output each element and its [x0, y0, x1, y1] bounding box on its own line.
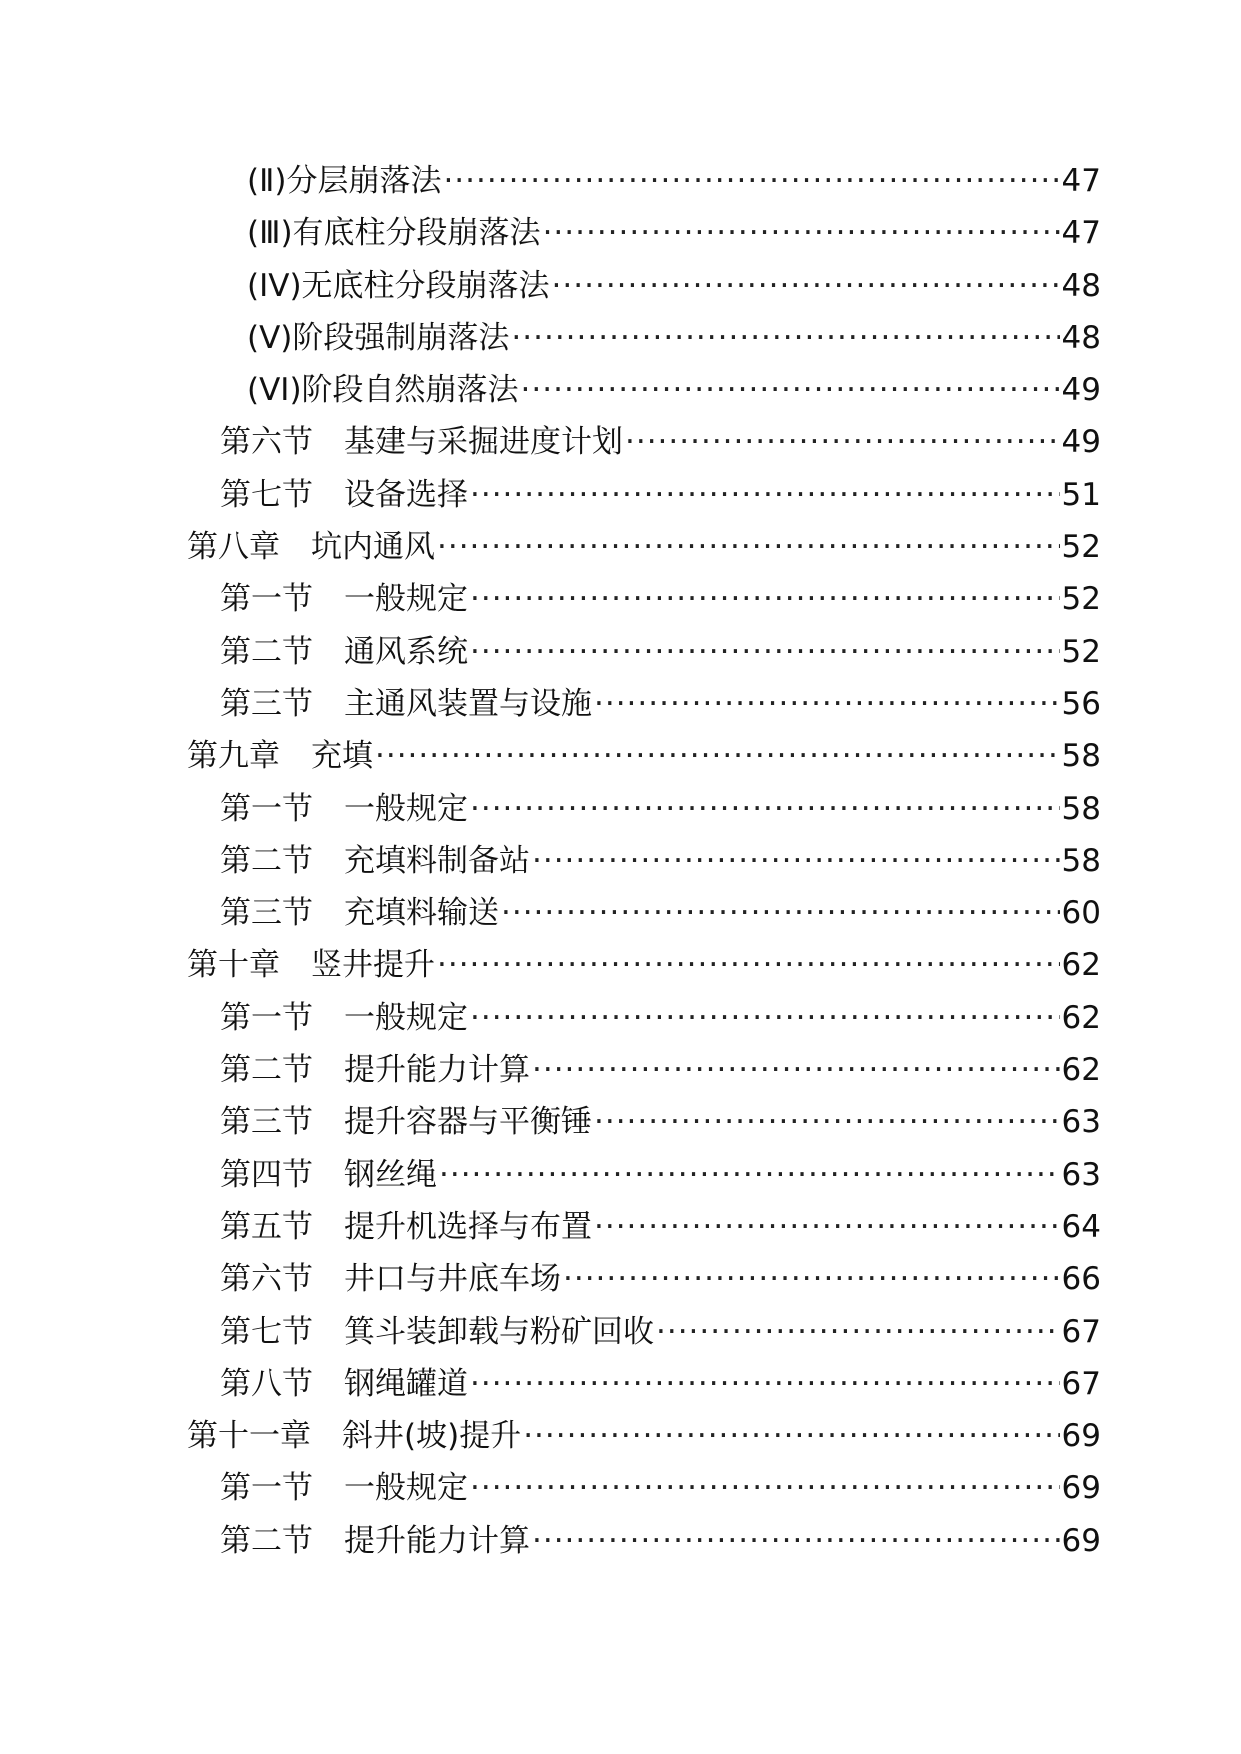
- toc-entry[interactable]: [187, 1149, 1101, 1201]
- toc-dot-leader: [532, 1515, 1060, 1567]
- toc-page-number: 67: [1061, 1365, 1101, 1402]
- toc-dot-leader: [470, 469, 1060, 521]
- toc-entry-title: 第七节 设备选择: [220, 476, 468, 513]
- toc-page-number: 52: [1061, 581, 1101, 618]
- toc-entry-title: 第八章 坑内通风: [187, 529, 435, 566]
- toc-entry-title: 第六节 井口与井底车场: [220, 1261, 561, 1298]
- toc-entry[interactable]: [187, 678, 1101, 730]
- toc-entry-title: (VI)阶段自然崩落法: [247, 372, 519, 409]
- toc-dot-leader: [501, 887, 1060, 939]
- toc-entry-title: 第六节 基建与采掘进度计划: [220, 424, 623, 461]
- table-of-contents: [187, 155, 1101, 1567]
- toc-entry-title: 第二节 提升能力计算: [220, 1052, 530, 1089]
- toc-entry-title: (Ⅲ)有底柱分段崩落法: [247, 215, 541, 252]
- toc-entry[interactable]: [187, 1515, 1101, 1567]
- toc-entry-title: 第五节 提升机选择与布置: [220, 1208, 592, 1245]
- toc-entry[interactable]: [187, 521, 1101, 573]
- toc-dot-leader: [470, 783, 1060, 835]
- toc-page-number: 66: [1061, 1261, 1101, 1298]
- toc-page-number: 47: [1061, 163, 1101, 199]
- toc-entry[interactable]: [187, 835, 1101, 887]
- toc-entry-title: 第七节 箕斗装卸载与粉矿回收: [220, 1313, 654, 1350]
- toc-page-number: 62: [1061, 947, 1101, 984]
- toc-entry[interactable]: [187, 573, 1101, 625]
- toc-entry[interactable]: [187, 626, 1101, 678]
- toc-page-number: 48: [1061, 319, 1101, 356]
- toc-entry-title: 第一节 一般规定: [220, 999, 468, 1036]
- toc-page-number: 69: [1061, 1522, 1101, 1559]
- toc-entry-title: 第三节 主通风装置与设施: [220, 685, 592, 722]
- toc-entry[interactable]: [187, 260, 1101, 312]
- toc-entry-title: 第二节 提升能力计算: [220, 1522, 530, 1559]
- toc-entry[interactable]: [187, 207, 1101, 259]
- toc-page-number: 62: [1061, 1052, 1101, 1089]
- toc-page-number: 58: [1061, 790, 1101, 827]
- toc-dot-leader: [470, 1462, 1060, 1514]
- toc-dot-leader: [594, 1096, 1060, 1148]
- toc-dot-leader: [532, 835, 1060, 887]
- toc-entry[interactable]: [187, 155, 1101, 207]
- toc-dot-leader: [532, 1044, 1060, 1096]
- toc-dot-leader: [552, 260, 1060, 312]
- toc-dot-leader: [563, 1253, 1060, 1305]
- toc-page-number: 49: [1061, 372, 1101, 409]
- toc-dot-leader: [521, 364, 1060, 416]
- toc-entry[interactable]: [187, 1253, 1101, 1305]
- toc-entry[interactable]: [187, 1462, 1101, 1514]
- toc-page-number: 67: [1061, 1313, 1101, 1350]
- toc-page-number: 62: [1061, 999, 1101, 1036]
- toc-dot-leader: [470, 992, 1060, 1044]
- toc-page-number: 69: [1061, 1418, 1101, 1455]
- toc-dot-leader: [443, 155, 1059, 207]
- toc-dot-leader: [437, 939, 1060, 991]
- toc-entry-title: 第四节 钢丝绳: [220, 1156, 437, 1193]
- toc-entry-title: (Ⅴ)阶段强制崩落法: [247, 319, 510, 356]
- toc-page-number: 47: [1061, 215, 1101, 252]
- toc-entry[interactable]: [187, 364, 1101, 416]
- toc-page-number: 49: [1061, 424, 1101, 461]
- toc-entry[interactable]: [187, 469, 1101, 521]
- toc-page-number: 56: [1061, 685, 1101, 722]
- toc-page-number: 48: [1061, 267, 1101, 304]
- toc-page-number: 52: [1061, 633, 1101, 670]
- toc-entry-title: 第三节 充填料输送: [220, 895, 499, 932]
- toc-entry[interactable]: [187, 783, 1101, 835]
- toc-entry-title: 第八节 钢绳罐道: [220, 1365, 468, 1402]
- toc-dot-leader: [470, 573, 1060, 625]
- toc-page-number: 52: [1061, 529, 1101, 566]
- toc-entry[interactable]: [187, 1358, 1101, 1410]
- toc-entry[interactable]: [187, 1306, 1101, 1358]
- toc-entry[interactable]: [187, 887, 1101, 939]
- toc-entry-title: 第一节 一般规定: [220, 1470, 468, 1507]
- toc-entry[interactable]: [187, 312, 1101, 364]
- toc-entry-title: 第二节 充填料制备站: [220, 842, 530, 879]
- toc-entry-title: 第十一章 斜井(坡)提升: [187, 1418, 522, 1455]
- toc-entry-title: (Ⅱ)分层崩落法: [247, 163, 442, 199]
- toc-entry-title: 第十章 竖井提升: [187, 947, 435, 984]
- toc-page-number: 63: [1061, 1156, 1101, 1193]
- toc-dot-leader: [375, 730, 1060, 782]
- toc-entry-title: 第一节 一般规定: [220, 581, 468, 618]
- toc-entry-title: 第九章 充填: [187, 738, 373, 775]
- toc-entry[interactable]: [187, 1096, 1101, 1148]
- toc-entry[interactable]: [187, 992, 1101, 1044]
- toc-dot-leader: [625, 416, 1060, 468]
- toc-page-number: 64: [1061, 1208, 1101, 1245]
- toc-dot-leader: [470, 626, 1060, 678]
- toc-dot-leader: [511, 312, 1059, 364]
- toc-entry[interactable]: [187, 939, 1101, 991]
- toc-entry[interactable]: [187, 416, 1101, 468]
- toc-dot-leader: [437, 521, 1060, 573]
- toc-dot-leader: [543, 207, 1060, 259]
- toc-page-number: 58: [1061, 738, 1101, 775]
- toc-dot-leader: [439, 1149, 1060, 1201]
- toc-page-number: 63: [1061, 1104, 1101, 1141]
- toc-page-number: 69: [1061, 1470, 1101, 1507]
- toc-page-number: 58: [1061, 842, 1101, 879]
- toc-page-number: 60: [1061, 895, 1101, 932]
- toc-entry-title: 第二节 通风系统: [220, 633, 468, 670]
- toc-page-number: 51: [1061, 476, 1101, 513]
- toc-entry[interactable]: [187, 730, 1101, 782]
- toc-entry[interactable]: [187, 1410, 1101, 1462]
- toc-dot-leader: [470, 1358, 1060, 1410]
- toc-dot-leader: [594, 1201, 1060, 1253]
- toc-dot-leader: [594, 678, 1060, 730]
- toc-entry-title: 第三节 提升容器与平衡锤: [220, 1104, 592, 1141]
- toc-entry[interactable]: [187, 1201, 1101, 1253]
- toc-entry-title: (IV)无底柱分段崩落法: [247, 267, 550, 304]
- toc-entry[interactable]: [187, 1044, 1101, 1096]
- toc-entry-title: 第一节 一般规定: [220, 790, 468, 827]
- toc-dot-leader: [656, 1306, 1060, 1358]
- toc-dot-leader: [523, 1410, 1059, 1462]
